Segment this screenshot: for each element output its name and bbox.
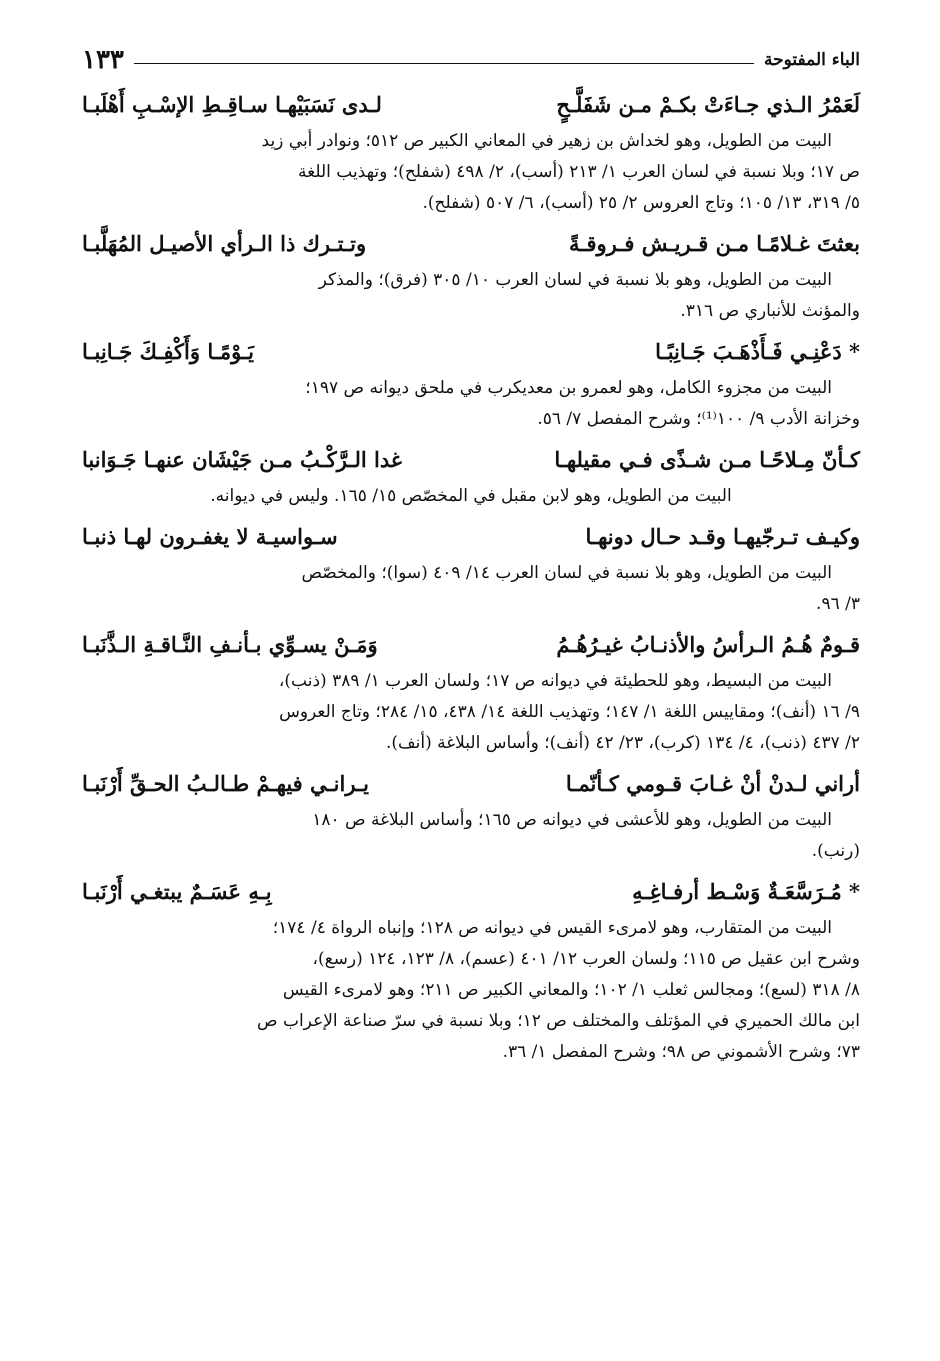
verse-entry	[82, 441, 860, 512]
first-hemistich: بعثتَ غـلامًـا مـن قـريـش فـروقـةً	[569, 231, 860, 256]
second-hemistich: وَمَـنْ يسـوِّي بـأنـفِ النَّـاقـةِ الـذَّنَبـا	[82, 632, 378, 657]
note-line: ٣/ ٩٦.	[816, 594, 860, 614]
first-hemistich: قـومٌ هُـمُ الـرأسُ والأذنـابُ غيـرُهُـمُ	[556, 632, 860, 657]
first-hemistich: لَعَمْرُ الـذي جـاءَتْ بكـمْ مـن شَفَلَّـحٍ	[556, 92, 860, 117]
verse-source-note	[82, 373, 860, 435]
verse-line	[82, 441, 860, 479]
verse-entry	[82, 873, 860, 1068]
entries-list	[82, 86, 860, 1068]
verse-entry	[82, 333, 860, 435]
verse-line	[82, 518, 860, 556]
verse-source-note	[82, 558, 860, 620]
verse-line	[82, 873, 860, 911]
note-line: ٥/ ٣١٩، ١٣/ ١٠٥؛ وتاج العروس ٢/ ٢٥ (أسب)، ٦/ ٥٠٧ (شفلح).	[422, 193, 860, 213]
verse-source-note	[82, 805, 860, 867]
page-number: ١٣٣	[82, 45, 124, 75]
first-hemistich: أراني لـدنْ أنْ غـابَ قـومي كـأنّمـا	[565, 771, 860, 796]
verse-line	[82, 765, 860, 803]
note-line: ٧٣؛ وشرح الأشموني ص ٩٨؛ وشرح المفصل ١/ ٣٦.	[502, 1042, 860, 1062]
note-line: (رنب).	[811, 841, 860, 861]
header-rule	[134, 63, 754, 64]
note-line: البيت من الطويل، وهو للأعشى في ديوانه ص ١٦٥؛ وأساس البلاغة ص ١٨٠	[312, 810, 832, 830]
note-line: البيت من الطويل، وهو لابن مقبل في المخصّص ١٥/ ١٦٥. وليس في ديوانه.	[210, 486, 732, 506]
verse-entry	[82, 765, 860, 867]
note-line: البيت من الطويل، وهو بلا نسبة في لسان العرب ١٠/ ٣٠٥ (فرق)؛ والمذكر	[318, 270, 832, 290]
note-line: البيت من الطويل، وهو لخداش بن زهير في المعاني الكبير ص ٥١٢؛ ونوادر أبي زيد	[261, 131, 832, 151]
second-hemistich: غدا الـرَّكْـبُ مـن جَيْشَان عنهـا جَـوَانبا	[82, 447, 402, 472]
running-title: الباء المفتوحة	[764, 50, 860, 70]
verse-line	[82, 626, 860, 664]
second-hemistich: يَـوْمًـا وَأَكْفِـكَ جَـانِبـا	[82, 339, 254, 364]
verse-line	[82, 86, 860, 124]
note-line: البيت من الطويل، وهو بلا نسبة في لسان العرب ١٤/ ٤٠٩ (سوا)؛ والمخصّص	[301, 563, 832, 583]
note-line: ٩/ ١٦ (أنف)؛ ومقاييس اللغة ١/ ١٤٧؛ وتهذيب اللغة ١٤/ ٤٣٨، ١٥/ ٢٨٤؛ وتاج العروس	[279, 702, 860, 722]
first-hemistich: وكيـف تـرجّيهـا وقـد حـال دونهـا	[585, 524, 860, 549]
note-line: ابن مالك الحميري في المؤتلف والمختلف ص ١٢؛ وبلا نسبة في سرّ صناعة الإعراب ص	[257, 1011, 860, 1031]
first-hemistich: كـأنّ مِـلاحًـا مـن شـذًى فـي مقيلهـا	[554, 447, 860, 472]
note-line: البيت من البسيط، وهو للحطيئة في ديوانه ص ١٧؛ ولسان العرب ١/ ٣٨٩ (ذنب)،	[278, 671, 832, 691]
verse-source-note	[82, 666, 860, 759]
verse-entry	[82, 518, 860, 620]
second-hemistich: بِـهِ عَسَـمٌ يبتغـي أَرْنَبـا	[82, 879, 272, 904]
second-hemistich: وتـتـرك ذا الـرأي الأصيـل المُهَلَّبـا	[82, 231, 367, 256]
verse-source-note	[82, 126, 860, 219]
verse-source-note	[82, 481, 860, 512]
second-hemistich: لـدى نَسَبَيْهـا سـاقِـطِ الإسْـبِ أَهْلَبـا	[82, 92, 382, 117]
note-line: وشرح ابن عقيل ص ١١٥؛ ولسان العرب ١٢/ ٤٠١ (عسم)، ٨/ ١٢٣، ١٢٤ (رسع)،	[312, 949, 860, 969]
second-hemistich: يـرانـي فيهـمْ طـالـبُ الحـقِّ أَرْنَبـا	[82, 771, 369, 796]
verse-source-note	[82, 913, 860, 1068]
note-line: وخزانة الأدب ٩/ ١٠٠⁽¹⁾؛ وشرح المفصل ٧/ ٥٦.	[537, 409, 860, 429]
note-line: ٢/ ٤٣٧ (ذنب)، ٤/ ١٣٤ (كرب)، ٢٣/ ٤٢ (أنف)؛ وأساس البلاغة (أنف).	[385, 733, 860, 753]
verse-entry	[82, 86, 860, 219]
first-hemistich: * مُـرَسَّعَـةٌ وَسْـط أرفـاغِـهِ	[632, 879, 860, 904]
note-line: البيت من المتقارب، وهو لامرىء القيس في ديوانه ص ١٢٨؛ وإنباه الرواة ٤/ ١٧٤؛	[272, 918, 832, 938]
verse-entry	[82, 626, 860, 759]
verse-line	[82, 333, 860, 371]
verse-line	[82, 225, 860, 263]
verse-source-note	[82, 265, 860, 327]
page-header	[82, 40, 860, 80]
note-line: البيت من مجزوء الكامل، وهو لعمرو بن معديكرب في ملحق ديوانه ص ١٩٧؛	[305, 378, 832, 398]
first-hemistich: * دَعْنِـي فَـأَذْهَـبَ جَـانِبًـا	[655, 339, 860, 364]
note-line: ٨/ ٣١٨ (لسع)؛ ومجالس ثعلب ١/ ١٠٢؛ والمعاني الكبير ص ٢١١؛ وهو لامرىء القيس	[282, 980, 860, 1000]
verse-entry	[82, 225, 860, 327]
note-line: ص ١٧؛ وبلا نسبة في لسان العرب ١/ ٢١٣ (أسب)، ٢/ ٤٩٨ (شفلح)؛ وتهذيب اللغة	[298, 162, 860, 182]
note-line: والمؤنث للأنباري ص ٣١٦.	[680, 301, 860, 321]
second-hemistich: سـواسيـة لا يغفـرون لهـا ذنبـا	[82, 524, 338, 549]
